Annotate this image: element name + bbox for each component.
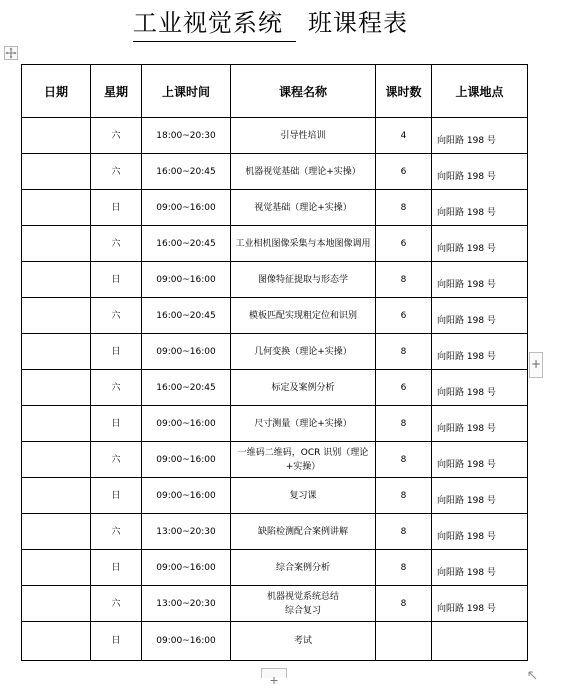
time-cell[interactable]: 09:00~16:00 xyxy=(142,190,231,226)
table-row xyxy=(22,442,528,478)
table-row xyxy=(22,298,528,334)
course-name-cell[interactable]: 几何变换（理论+实操） xyxy=(231,334,376,370)
weekday-cell[interactable]: 六 xyxy=(91,154,142,190)
hours-cell[interactable]: 8 xyxy=(376,442,432,478)
location-cell[interactable]: 向阳路 198 号 xyxy=(432,442,528,478)
header-course: 课程名称 xyxy=(231,65,376,118)
date-cell[interactable] xyxy=(22,586,91,622)
header-weekday: 星期 xyxy=(91,65,142,118)
course-name-cell[interactable]: 机器视觉基础（理论+实操） xyxy=(231,154,376,190)
date-cell[interactable] xyxy=(22,262,91,298)
hours-cell[interactable]: 8 xyxy=(376,586,432,622)
time-cell[interactable]: 09:00~16:00 xyxy=(142,622,231,661)
time-cell[interactable]: 09:00~16:00 xyxy=(142,478,231,514)
hours-cell[interactable]: 8 xyxy=(376,550,432,586)
course-name-cell[interactable]: 图像特征提取与形态学 xyxy=(231,262,376,298)
weekday-cell[interactable]: 六 xyxy=(91,514,142,550)
time-cell[interactable]: 09:00~16:00 xyxy=(142,442,231,478)
weekday-cell[interactable]: 六 xyxy=(91,586,142,622)
hours-cell[interactable]: 8 xyxy=(376,262,432,298)
table-row xyxy=(22,478,528,514)
weekday-cell[interactable]: 六 xyxy=(91,370,142,406)
hours-cell[interactable]: 6 xyxy=(376,226,432,262)
date-cell[interactable] xyxy=(22,298,91,334)
course-name-cell[interactable] xyxy=(231,586,376,622)
date-cell[interactable] xyxy=(22,118,91,154)
hours-cell[interactable]: 6 xyxy=(376,298,432,334)
course-name-cell[interactable]: 引导性培训 xyxy=(231,118,376,154)
hours-cell[interactable]: 4 xyxy=(376,118,432,154)
table-row xyxy=(22,586,528,622)
location-cell[interactable]: 向阳路 198 号 xyxy=(432,190,528,226)
time-cell[interactable]: 09:00~16:00 xyxy=(142,334,231,370)
weekday-cell[interactable]: 六 xyxy=(91,298,142,334)
plus-icon: + xyxy=(530,357,542,371)
weekday-cell[interactable]: 六 xyxy=(91,226,142,262)
date-cell[interactable] xyxy=(22,622,91,661)
table-resize-handle-icon[interactable] xyxy=(528,666,538,676)
table-header-row xyxy=(22,65,528,118)
course-name-cell[interactable]: 模板匹配实现粗定位和识别 xyxy=(231,298,376,334)
title-underline xyxy=(133,41,296,42)
time-cell[interactable]: 09:00~16:00 xyxy=(142,406,231,442)
table-row xyxy=(22,190,528,226)
header-date: 日期 xyxy=(22,65,91,118)
location-cell[interactable]: 向阳路 198 号 xyxy=(432,334,528,370)
date-cell[interactable] xyxy=(22,190,91,226)
course-name-cell[interactable]: 尺寸测量（理论+实操） xyxy=(231,406,376,442)
course-name-line: 综合复习 xyxy=(284,605,321,616)
location-cell[interactable] xyxy=(432,622,528,661)
course-name-line: 机器视觉系统总结 xyxy=(266,591,339,602)
weekday-cell[interactable]: 六 xyxy=(91,118,142,154)
weekday-cell[interactable]: 六 xyxy=(91,442,142,478)
date-cell[interactable] xyxy=(22,334,91,370)
table-row xyxy=(22,406,528,442)
time-cell[interactable]: 09:00~16:00 xyxy=(142,550,231,586)
location-cell[interactable]: 向阳路 198 号 xyxy=(432,478,528,514)
location-cell[interactable]: 向阳路 198 号 xyxy=(432,370,528,406)
course-name-cell[interactable]: 视觉基础（理论+实操） xyxy=(231,190,376,226)
location-cell[interactable]: 向阳路 198 号 xyxy=(432,118,528,154)
table-row xyxy=(22,262,528,298)
table-move-handle-icon[interactable] xyxy=(4,46,18,60)
table-row xyxy=(22,514,528,550)
hours-cell[interactable]: 8 xyxy=(376,190,432,226)
weekday-cell[interactable]: 日 xyxy=(91,406,142,442)
add-row-button[interactable] xyxy=(261,668,287,678)
date-cell[interactable] xyxy=(22,478,91,514)
hours-cell[interactable]: 8 xyxy=(376,478,432,514)
document-title xyxy=(0,4,569,44)
weekday-cell[interactable]: 日 xyxy=(91,262,142,298)
weekday-cell[interactable]: 日 xyxy=(91,478,142,514)
location-cell[interactable]: 向阳路 198 号 xyxy=(432,154,528,190)
date-cell[interactable] xyxy=(22,514,91,550)
course-name-cell[interactable]: 综合案例分析 xyxy=(231,550,376,586)
title-course-name: 工业视觉系统 xyxy=(133,9,283,37)
time-cell[interactable]: 16:00~20:45 xyxy=(142,370,231,406)
course-name-cell[interactable]: 缺陷检测配合案例讲解 xyxy=(231,514,376,550)
course-name-cell[interactable]: 考试 xyxy=(231,622,376,661)
location-cell[interactable]: 向阳路 198 号 xyxy=(432,406,528,442)
time-cell[interactable]: 16:00~20:45 xyxy=(142,154,231,190)
hours-cell[interactable]: 8 xyxy=(376,334,432,370)
course-name-cell[interactable]: 标定及案例分析 xyxy=(231,370,376,406)
date-cell[interactable] xyxy=(22,226,91,262)
weekday-cell[interactable]: 日 xyxy=(91,550,142,586)
header-time: 上课时间 xyxy=(142,65,231,118)
time-cell[interactable]: 09:00~16:00 xyxy=(142,262,231,298)
time-cell[interactable]: 16:00~20:45 xyxy=(142,298,231,334)
add-column-button[interactable] xyxy=(529,352,543,378)
date-cell[interactable] xyxy=(22,370,91,406)
table-row xyxy=(22,550,528,586)
weekday-cell[interactable]: 日 xyxy=(91,334,142,370)
course-name-cell[interactable]: 一维码二维码，OCR 识别（理论+实操） xyxy=(231,442,376,478)
hours-cell[interactable]: 8 xyxy=(376,514,432,550)
date-cell[interactable] xyxy=(22,406,91,442)
table-row xyxy=(22,370,528,406)
course-name-cell[interactable]: 工业相机图像采集与本地图像调用 xyxy=(231,226,376,262)
title-schedule-label: 班课程表 xyxy=(308,9,408,37)
time-cell[interactable]: 13:00~20:30 xyxy=(142,514,231,550)
hours-cell[interactable]: 6 xyxy=(376,154,432,190)
time-cell[interactable]: 18:00~20:30 xyxy=(142,118,231,154)
location-cell[interactable]: 向阳路 198 号 xyxy=(432,586,528,622)
header-hours: 课时数 xyxy=(376,65,432,118)
time-cell[interactable]: 16:00~20:45 xyxy=(142,226,231,262)
table-row xyxy=(22,154,528,190)
hours-cell[interactable]: 6 xyxy=(376,370,432,406)
location-cell[interactable]: 向阳路 198 号 xyxy=(432,226,528,262)
date-cell[interactable] xyxy=(22,550,91,586)
hours-cell[interactable]: 8 xyxy=(376,406,432,442)
header-location: 上课地点 xyxy=(432,65,528,118)
table-row xyxy=(22,622,528,661)
date-cell[interactable] xyxy=(22,154,91,190)
weekday-cell[interactable]: 日 xyxy=(91,190,142,226)
hours-cell[interactable] xyxy=(376,622,432,661)
weekday-cell[interactable]: 日 xyxy=(91,622,142,661)
course-schedule-table xyxy=(21,64,528,661)
date-cell[interactable] xyxy=(22,442,91,478)
course-name-cell[interactable]: 复习课 xyxy=(231,478,376,514)
table-body xyxy=(22,118,528,661)
time-cell[interactable]: 13:00~20:30 xyxy=(142,586,231,622)
table-row xyxy=(22,334,528,370)
location-cell[interactable]: 向阳路 198 号 xyxy=(432,298,528,334)
plus-icon xyxy=(262,675,286,684)
table-row xyxy=(22,118,528,154)
table-row xyxy=(22,226,528,262)
location-cell[interactable]: 向阳路 198 号 xyxy=(432,514,528,550)
location-cell[interactable]: 向阳路 198 号 xyxy=(432,262,528,298)
location-cell[interactable]: 向阳路 198 号 xyxy=(432,550,528,586)
